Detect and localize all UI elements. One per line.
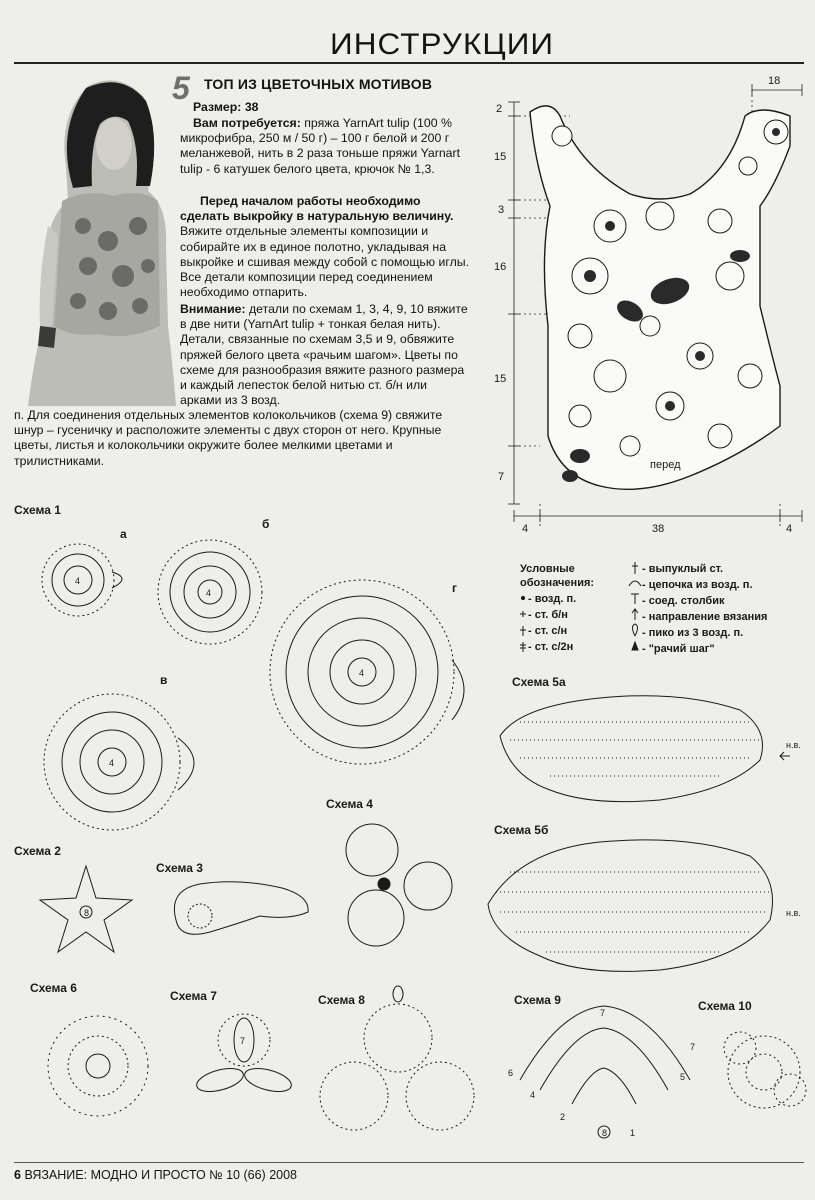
legend-title-2: обозначения:	[520, 577, 595, 589]
model-photo	[28, 76, 178, 406]
magazine-name: ВЯЗАНИЕ: МОДНО И ПРОСТО № 10 (66) 2008	[24, 1168, 297, 1182]
materials-label: Вам потребуется:	[193, 116, 301, 130]
dim-bottom-right: 4	[786, 523, 793, 535]
schema-1-label: Схема 1	[14, 503, 61, 517]
schema-1a-label: а	[120, 527, 127, 541]
intro-paragraph	[180, 194, 470, 300]
schema-8-label: Схема 8	[318, 993, 365, 1007]
legend-item-tr: - ст. с/2н	[528, 641, 574, 653]
attention-paragraph	[180, 302, 470, 408]
intro-text: Вяжите отдельные элементы композиции и собирайте их в единое полотно, укладывая на выкройке и сшивая между собой с помощью иглы. Все детали композиции перед соединением необходимо отпарить.	[180, 224, 469, 300]
svg-text:1: 1	[630, 1128, 636, 1138]
schema-9-label: Схема 9	[514, 993, 561, 1007]
intro-bold: Перед началом работы необходимо сделать выкройку в натуральную величину.	[180, 194, 454, 224]
materials-text: пряжа YarnArt tulip (100 % микрофибра, 250 м / 50 г) – 100 г белой и 200 г меланжевой, нить в 2 раза тоньше пряжи Yarnart tulip - 6 катушек белого цвета, крючок № 1,3.	[180, 116, 461, 176]
footer-rule	[14, 1162, 804, 1163]
legend-title-1: Условные	[520, 563, 575, 575]
svg-text:7: 7	[690, 1042, 696, 1052]
svg-text:7: 7	[600, 1008, 606, 1018]
dim-left-2: 3	[498, 204, 505, 216]
svg-text:8: 8	[84, 908, 90, 918]
dim-left-5: 7	[498, 471, 505, 483]
schema-5a-nv: н.в.	[786, 740, 801, 750]
size-label: Размер:	[193, 100, 242, 114]
page-number: 6	[14, 1168, 21, 1182]
article-number: 5	[172, 70, 190, 106]
svg-text:4: 4	[359, 668, 365, 678]
dim-bottom-left: 4	[522, 523, 529, 535]
page-footer	[14, 1168, 297, 1182]
dim-bottom-width: 38	[652, 523, 665, 535]
legend-item-dc: - ст. с/н	[528, 625, 568, 637]
legend-item-picot: - пико из 3 возд. п.	[642, 627, 744, 639]
svg-text:6: 6	[508, 1068, 514, 1078]
svg-text:8: 8	[602, 1128, 608, 1138]
schema-10-label: Схема 10	[698, 999, 752, 1013]
pattern-label: перед	[650, 459, 681, 471]
section-title: ИНСТРУКЦИИ	[330, 28, 555, 61]
dim-left-4: 15	[494, 373, 507, 385]
schema-6-label: Схема 6	[30, 981, 77, 995]
attention-label: Внимание:	[180, 302, 246, 316]
legend-item-crab: - "рачий шаг"	[642, 643, 715, 655]
svg-text:4: 4	[530, 1090, 536, 1100]
garment-pattern	[490, 76, 808, 536]
schema-1b-label: б	[262, 517, 270, 531]
title-rule	[14, 62, 804, 64]
article-title: ТОП ИЗ ЦВЕТОЧНЫХ МОТИВОВ	[204, 76, 433, 92]
schema-7-label: Схема 7	[170, 989, 217, 1003]
size-line	[193, 100, 259, 115]
svg-text:4: 4	[206, 588, 212, 598]
schema-diagrams	[0, 500, 815, 1160]
legend-item-slip: - соед. столбик	[642, 595, 725, 607]
dim-left-3: 16	[494, 261, 507, 273]
legend-item-sc: - ст. б/н	[528, 609, 568, 621]
schema-5b-label: Схема 5б	[494, 823, 549, 837]
legend-item-direction: - направление вязания	[642, 611, 768, 623]
legend-item-chain: - возд. п.	[528, 593, 577, 605]
schema-4-label: Схема 4	[326, 797, 373, 811]
size-value: 38	[244, 100, 259, 114]
schema-5b-nv: н.в.	[786, 908, 801, 918]
schema-3-label: Схема 3	[156, 861, 203, 875]
attention-continued: п. Для соединения отдельных элементов колокольчиков (схема 9) свяжите шнур – гусеничку и расположите элементы с двух сторон от него. Крупные цветы, листья и колокольчики окружите более мелкими цветами и трилистниками.	[14, 408, 443, 468]
svg-text:7: 7	[240, 1036, 246, 1046]
svg-text:5: 5	[680, 1072, 686, 1082]
dim-top-strap: 18	[768, 76, 781, 87]
schema-5a-label: Схема 5а	[512, 675, 566, 689]
schema-1g-label: г	[452, 581, 457, 595]
svg-text:4: 4	[109, 758, 115, 768]
svg-text:4: 4	[75, 576, 81, 586]
legend-item-raised: - выпуклый ст.	[642, 563, 724, 575]
dim-left-1: 15	[494, 151, 507, 163]
schema-1v-label: в	[160, 673, 168, 687]
legend-item-chain-arc: - цепочка из возд. п.	[642, 579, 753, 591]
attention-text: детали по схемам 1, 3, 4, 9, 10 вяжите в две нити (YarnArt tulip + тонкая белая нить). Детали, связанные по схемам 3,5 и 9, обвяжите пряжей белого цвета «рачьим шагом». Цветы по схеме для разнообразия вяжите разного размера и каждый лепесток белой нитью ст. б/н или арками из 3 возд.	[180, 302, 468, 408]
materials-paragraph	[180, 116, 470, 177]
svg-text:2: 2	[560, 1112, 566, 1122]
dim-left-top: 2	[496, 103, 503, 115]
schema-2-label: Схема 2	[14, 844, 61, 858]
